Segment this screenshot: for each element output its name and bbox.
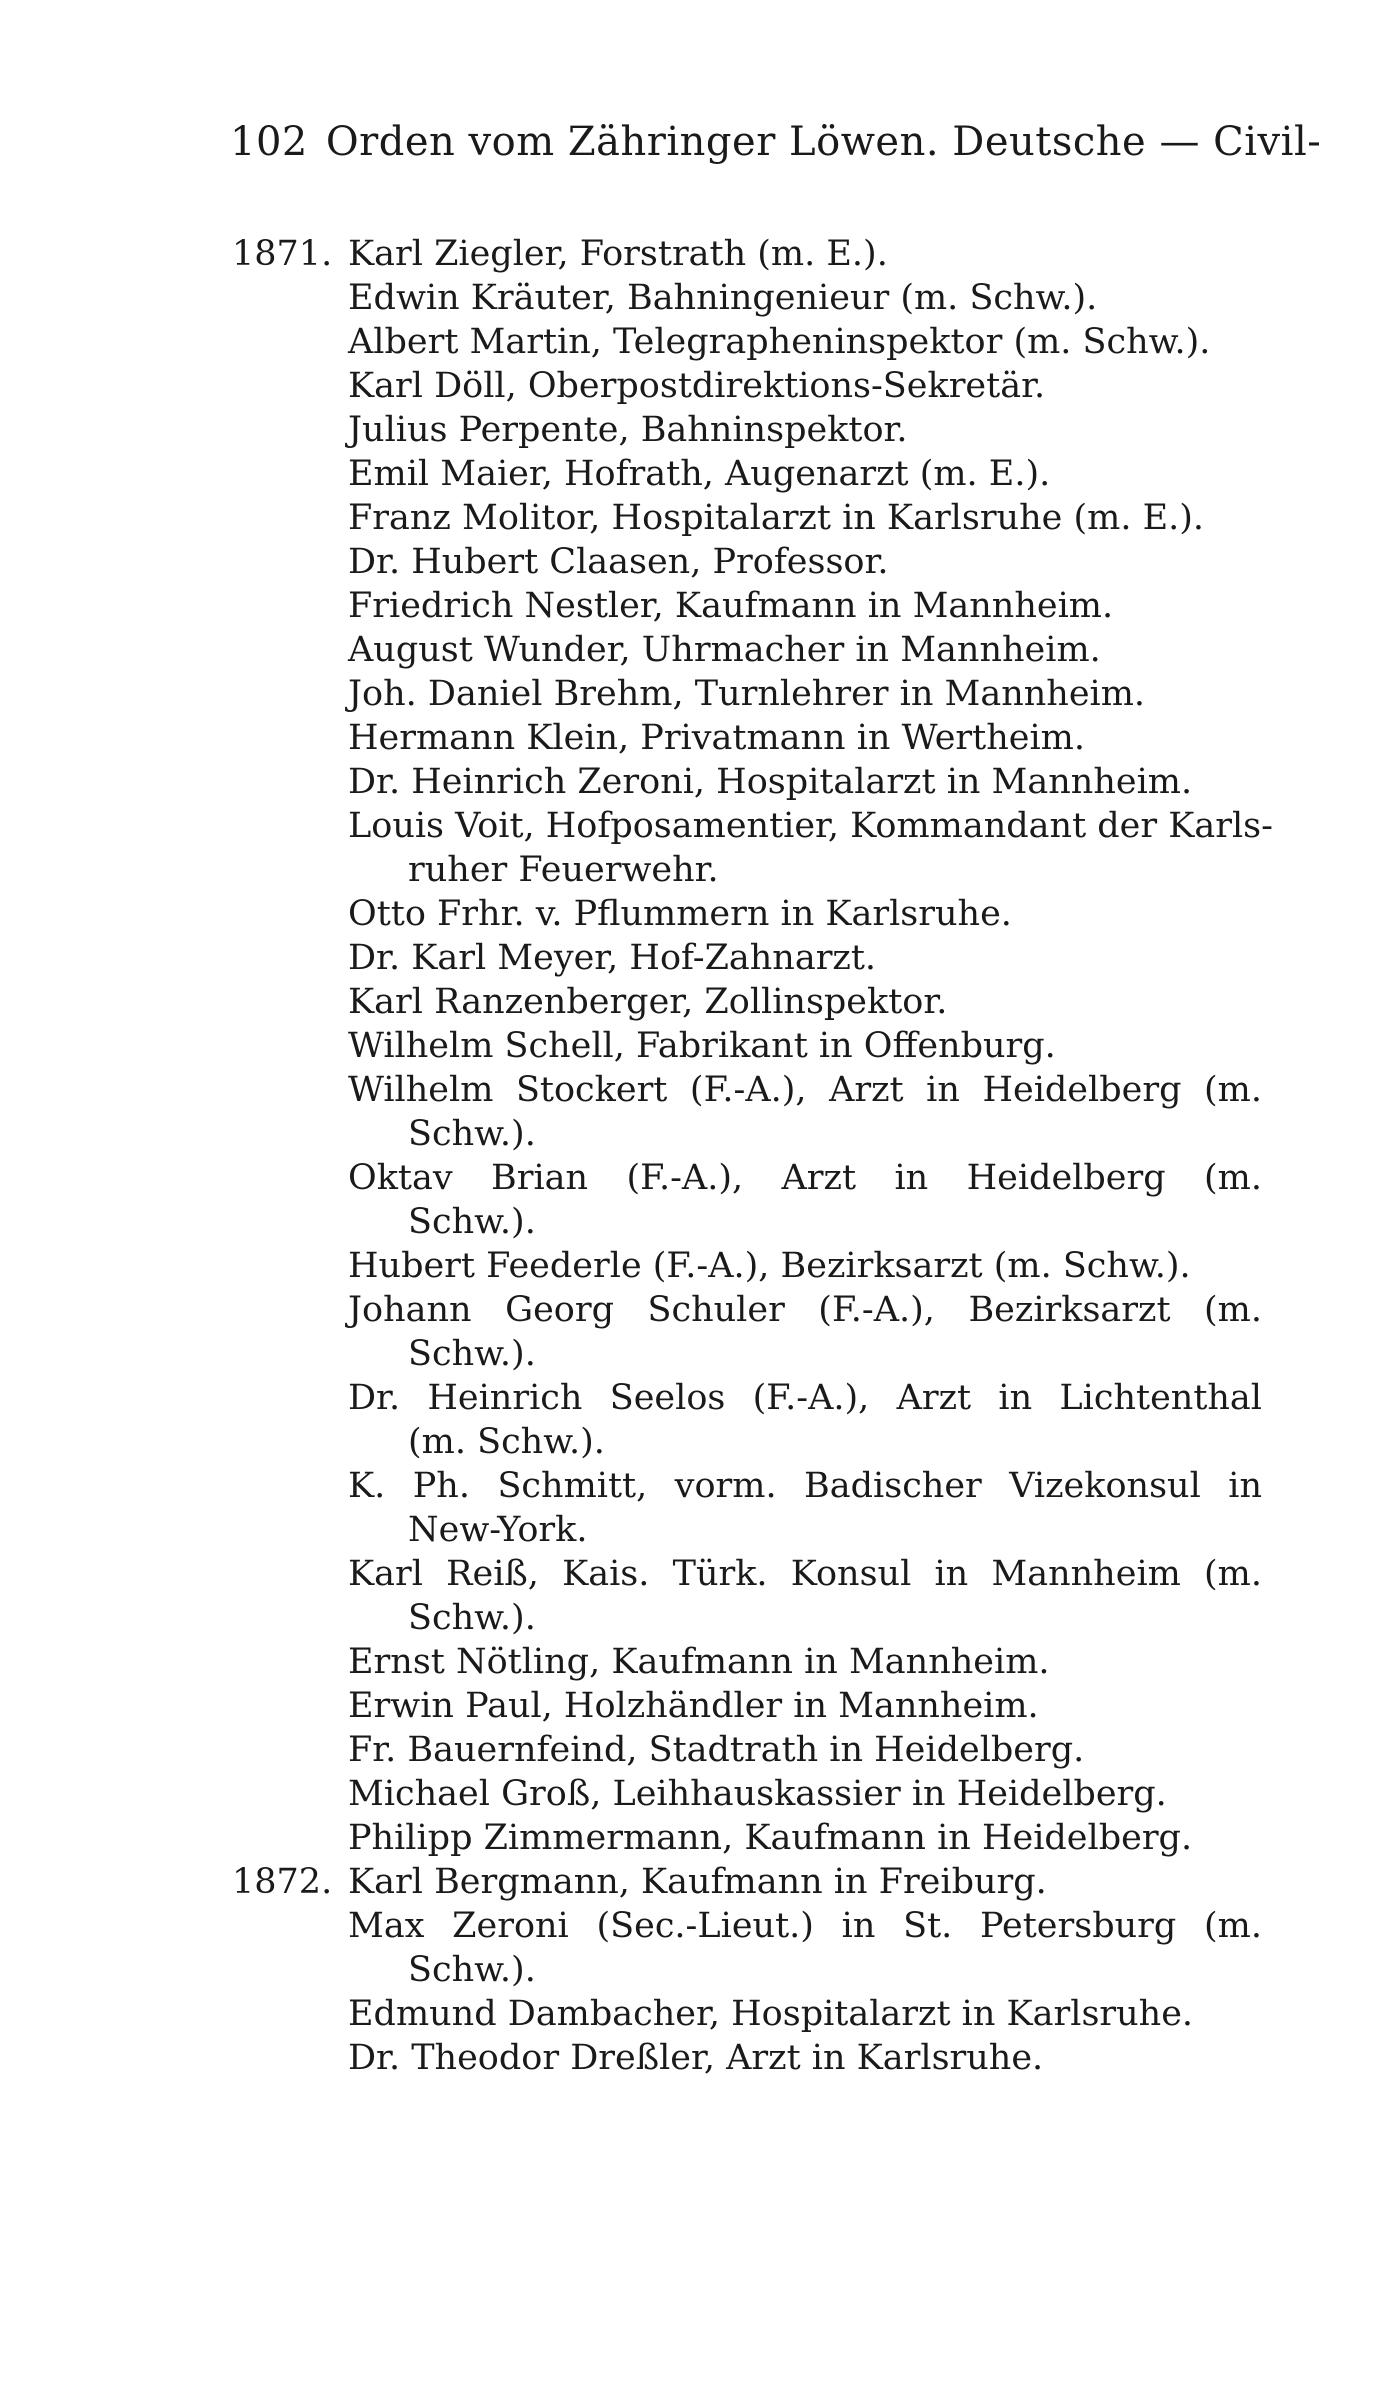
running-header: [230, 118, 1322, 166]
entry-text: Albert Martin, Telegrapheninspektor (m. Schw.).: [348, 322, 1211, 362]
year-label: 1872.: [232, 1862, 333, 1902]
entry-text: Erwin Paul, Holzhändler in Mannheim.: [348, 1686, 1039, 1726]
entry-text: Hubert Feederle (F.-A.), Bezirksarzt (m. Schw.).: [348, 1246, 1191, 1286]
entry-text: Dr. Hubert Claasen, Professor.: [348, 542, 889, 582]
entry-text: Ernst Nötling, Kaufmann in Mannheim.: [348, 1642, 1050, 1682]
entry-text: Oktav Brian (F.-A.), Arzt in Heidelberg (m.: [348, 1158, 1262, 1198]
entry-text: Fr. Bauernfeind, Stadtrath in Heidelberg.: [348, 1730, 1085, 1770]
entry-text: Julius Perpente, Bahninspektor.: [348, 410, 908, 450]
entry-text: Michael Groß, Leihhauskassier in Heidelberg.: [348, 1774, 1167, 1814]
entry-text: Wilhelm Stockert (F.-A.), Arzt in Heidelberg (m.: [348, 1070, 1262, 1110]
entry-text: Schw.).: [408, 1598, 536, 1638]
year-label: 1871.: [232, 234, 333, 274]
entry-text: Schw.).: [408, 1114, 536, 1154]
header-title: Orden vom Zähringer Löwen. Deutsche — Civil-: [325, 119, 1322, 165]
page-number: 102: [230, 119, 308, 165]
entry-text: Philipp Zimmermann, Kaufmann in Heidelberg.: [348, 1818, 1193, 1858]
entry-text: Louis Voit, Hofposamentier, Kommandant der Karls-: [348, 806, 1273, 846]
entry-text: Joh. Daniel Brehm, Turnlehrer in Mannheim.: [348, 674, 1146, 714]
entry-text: Edwin Kräuter, Bahningenieur (m. Schw.).: [348, 278, 1098, 318]
entry-text: Franz Molitor, Hospitalarzt in Karlsruhe (m. E.).: [348, 498, 1205, 538]
entry-text: Dr. Heinrich Seelos (F.-A.), Arzt in Lichtenthal: [348, 1378, 1262, 1418]
entry-text: Karl Ziegler, Forstrath (m. E.).: [348, 234, 888, 274]
entry-text: Friedrich Nestler, Kaufmann in Mannheim.: [348, 586, 1114, 626]
entry-text: Karl Döll, Oberpostdirektions-Sekretär.: [348, 366, 1046, 406]
entry-text: Max Zeroni (Sec.-Lieut.) in St. Petersburg (m.: [348, 1906, 1262, 1946]
entry-text: Hermann Klein, Privatmann in Wertheim.: [348, 718, 1085, 758]
entry-text: Karl Reiß, Kais. Türk. Konsul in Mannheim (m.: [348, 1554, 1262, 1594]
entry-text: August Wunder, Uhrmacher in Mannheim.: [348, 630, 1101, 670]
entry-text: Emil Maier, Hofrath, Augenarzt (m. E.).: [348, 454, 1051, 494]
entry-text: Schw.).: [408, 1950, 536, 1990]
entry-text: Dr. Heinrich Zeroni, Hospitalarzt in Mannheim.: [348, 762, 1193, 802]
entry-text: Johann Georg Schuler (F.-A.), Bezirksarzt (m.: [348, 1290, 1262, 1330]
entry-text: Schw.).: [408, 1202, 536, 1242]
entry-text: ruher Feuerwehr.: [408, 850, 719, 890]
entry-text: Wilhelm Schell, Fabrikant in Offenburg.: [348, 1026, 1056, 1066]
entry-text: Karl Ranzenberger, Zollinspektor.: [348, 982, 948, 1022]
entry-text: New-York.: [408, 1510, 588, 1550]
entry-text: Dr. Theodor Dreßler, Arzt in Karlsruhe.: [348, 2038, 1044, 2078]
entry-text: Edmund Dambacher, Hospitalarzt in Karlsruhe.: [348, 1994, 1194, 2034]
entry-text: (m. Schw.).: [408, 1422, 605, 1462]
entry-text: Otto Frhr. v. Pflummern in Karlsruhe.: [348, 894, 1012, 934]
entry-text: K. Ph. Schmitt, vorm. Badischer Vizekonsul in: [348, 1466, 1262, 1506]
entry-text: Karl Bergmann, Kaufmann in Freiburg.: [348, 1862, 1047, 1902]
entry-text: Dr. Karl Meyer, Hof-Zahnarzt.: [348, 938, 877, 978]
entry-text: Schw.).: [408, 1334, 536, 1374]
